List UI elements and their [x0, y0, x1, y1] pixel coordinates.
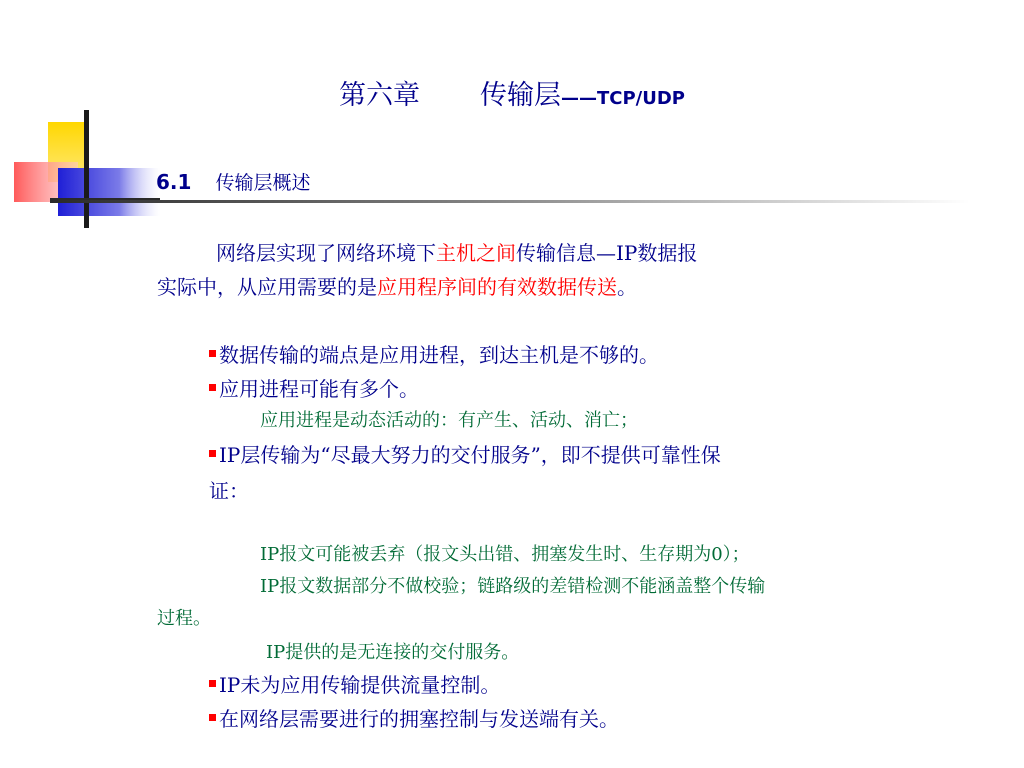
- bullet-item: [209, 670, 500, 700]
- blue-bar: [58, 168, 160, 216]
- bullet-text: IP层传输为“尽最大努力的交付服务”，即不提供可靠性保: [219, 443, 721, 467]
- intro-text: 传输信息—IP数据报: [516, 241, 698, 265]
- sub-note: IP报文数据部分不做校验；链路级的差错检测不能涵盖整个传输: [260, 576, 766, 597]
- bullet-marker-icon: [209, 350, 216, 357]
- bullet-marker-icon: [209, 714, 216, 721]
- vertical-line: [84, 110, 89, 228]
- chapter-label: 第六章: [338, 80, 420, 111]
- sub-note: IP报文可能被丢弃（报文头出错、拥塞发生时、生存期为0）；: [260, 544, 750, 565]
- bullet-text: 数据传输的端点是应用进程，到达主机是不够的。: [219, 343, 659, 367]
- section-name: 传输层概述: [215, 172, 311, 194]
- bullet-marker-icon: [209, 384, 216, 391]
- decorative-logo: [0, 100, 160, 230]
- bullet-marker-icon: [209, 680, 216, 687]
- sub-note: 应用进程是动态活动的：有产生、活动、消亡；: [260, 410, 638, 431]
- bullet-text: 在网络层需要进行的拥塞控制与发送端有关。: [219, 707, 619, 731]
- intro-line-1: [216, 238, 697, 268]
- title-suffix: ——TCP/UDP: [560, 88, 685, 109]
- bullet-item: [209, 440, 721, 470]
- bullet-continuation: 证：: [209, 479, 249, 503]
- intro-text: 网络层实现了网络环境下: [216, 241, 436, 265]
- section-divider: [50, 200, 970, 203]
- intro-text: 。: [617, 275, 637, 299]
- sub-note: IP提供的是无连接的交付服务。: [266, 642, 520, 663]
- bullet-marker-icon: [209, 450, 216, 457]
- bullet-text: IP未为应用传输提供流量控制。: [219, 673, 501, 697]
- bullet-text: 应用进程可能有多个。: [219, 377, 419, 401]
- bullet-item: [209, 340, 659, 370]
- section-number: 6.1: [156, 170, 192, 194]
- intro-text: 实际中，从应用需要的是: [157, 275, 377, 299]
- sub-note-continuation: 过程。: [157, 608, 211, 629]
- intro-highlight: 应用程序间的有效数据传送: [377, 275, 617, 299]
- bullet-item: [209, 374, 419, 404]
- chapter-topic: 传输层: [479, 80, 561, 111]
- section-heading: [156, 168, 310, 195]
- intro-highlight: 主机之间: [436, 241, 516, 265]
- intro-line-2: [157, 272, 637, 302]
- bullet-item: [209, 704, 619, 734]
- slide-title: [0, 78, 1024, 117]
